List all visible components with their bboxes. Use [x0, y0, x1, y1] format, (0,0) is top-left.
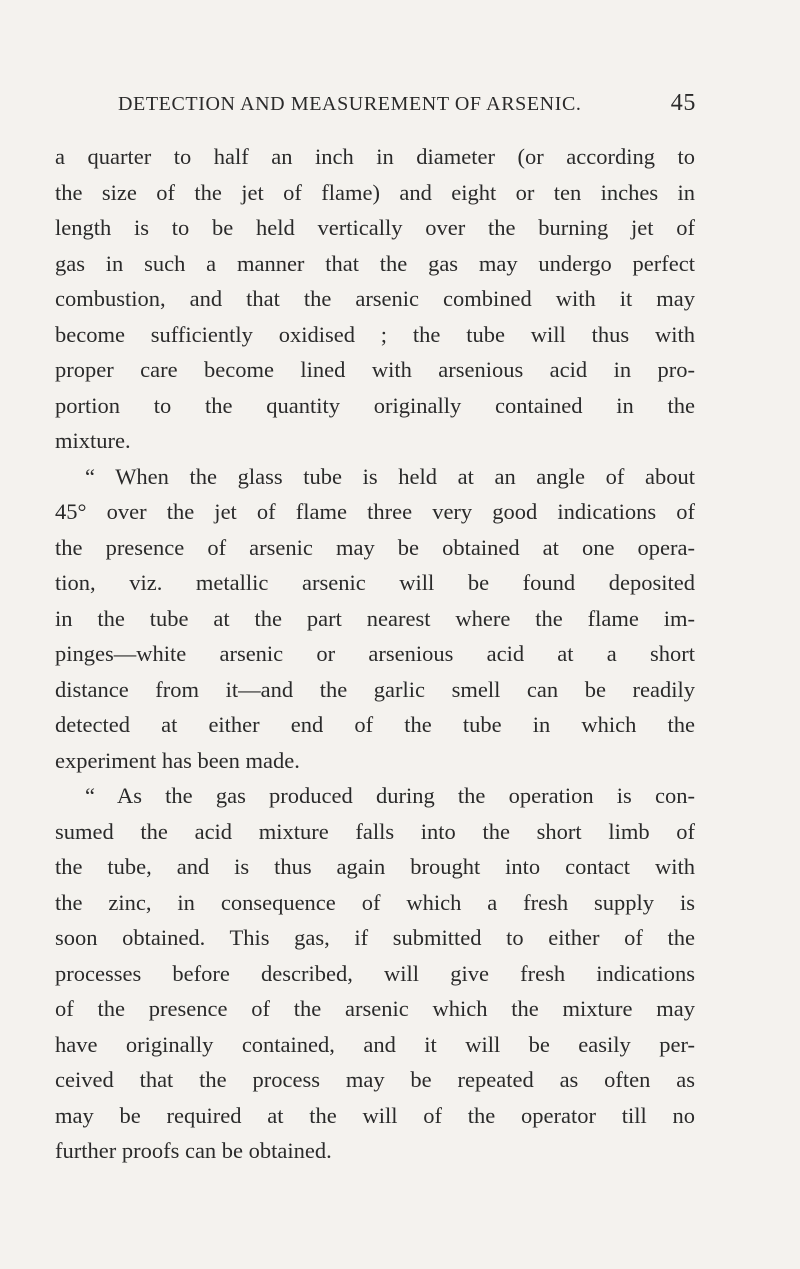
page-number: 45 — [670, 90, 696, 116]
text-line: experiment has been made. — [55, 747, 300, 773]
body-text — [55, 139, 695, 1169]
text-line: the size of the jet of flame) and eight or ten inches in — [55, 179, 695, 205]
text-line: soon obtained. This gas, if submitted to either of the — [55, 925, 695, 950]
text-line: combustion, and that the arsenic combined with it may — [55, 286, 695, 311]
text-line: length is to be held vertically over the burning jet of — [55, 215, 695, 240]
text-line: “ As the gas produced during the operation is con- — [85, 783, 695, 808]
text-line: gas in such a manner that the gas may undergo perfect — [55, 250, 695, 276]
text-line: of the presence of the arsenic which the mixture may — [55, 996, 695, 1021]
text-line: may be required at the will of the operator till no — [55, 1102, 695, 1128]
running-head — [118, 90, 696, 119]
text-line: the tube, and is thus again brought into contact with — [55, 854, 695, 879]
text-line: pinges—white arsenic or arsenious acid at a short — [55, 641, 695, 666]
text-line: become sufficiently oxidised ; the tube will thus with — [55, 321, 695, 347]
text-line: the zinc, in consequence of which a fresh supply is — [55, 889, 695, 915]
running-head-title: DETECTION AND MEASUREMENT OF ARSENIC. — [118, 93, 582, 115]
text-line: have originally contained, and it will be easily per- — [55, 1031, 695, 1057]
text-line: proper care become lined with arsenious acid in pro- — [55, 357, 695, 382]
text-line: further proofs can be obtained. — [55, 1138, 332, 1163]
text-line: ceived that the process may be repeated as often as — [55, 1067, 695, 1092]
text-line: processes before described, will give fresh indications — [55, 960, 695, 986]
text-line: tion, viz. metallic arsenic will be found deposited — [55, 570, 695, 595]
text-line: distance from it—and the garlic smell can be readily — [55, 676, 695, 702]
text-line: in the tube at the part nearest where the flame im- — [55, 605, 695, 631]
text-line: mixture. — [55, 428, 131, 453]
text-line: 45° over the jet of flame three very good indications of — [55, 499, 695, 524]
text-line: a quarter to half an inch in diameter (or according to — [55, 144, 695, 169]
text-line: detected at either end of the tube in which the — [55, 712, 695, 737]
text-line: portion to the quantity originally contained in the — [55, 392, 695, 418]
text-line: sumed the acid mixture falls into the short limb of — [55, 818, 695, 844]
text-line: “ When the glass tube is held at an angle of about — [85, 463, 695, 489]
text-line: the presence of arsenic may be obtained at one opera- — [55, 534, 695, 560]
